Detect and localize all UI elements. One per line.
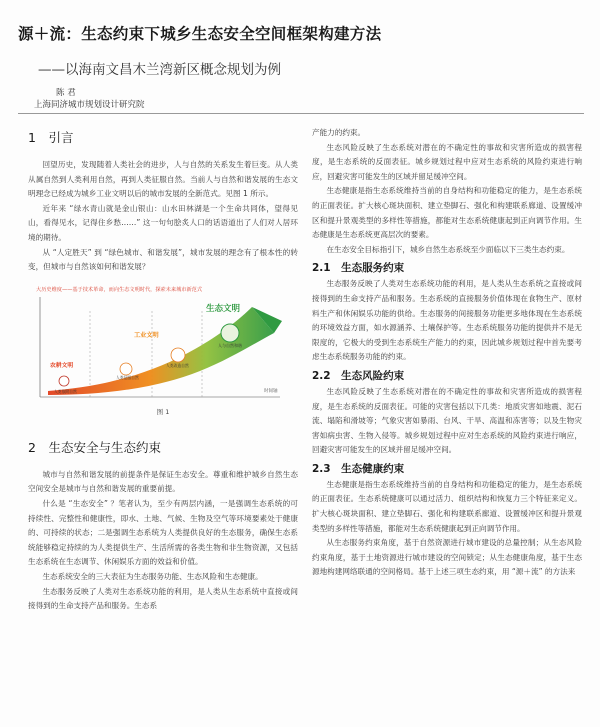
- axis-label: 时间轴: [264, 388, 278, 394]
- author-affiliation: 上海同济城市规划设计研究院: [34, 100, 145, 110]
- paragraph: 什么是 “生态安全” ？笔者认为，至少有两层内涵，一是强调生态系统的可持续性、完整性和健康性，即水、土地、气候、生物及空气等环境要素处于健康的、可持续的状态；二是强调生态系统为人类提供良好的生态服务，确保生态系统能够稳定持续的为人类提供生产、生活所需的各类生物和非生物资源，又包括生态系统在生态调节、休闲娱乐方面的效益和价值。: [28, 498, 298, 567]
- stage-circle: [59, 376, 69, 386]
- left-column: [28, 120, 298, 614]
- author-name: 陈 君: [56, 88, 76, 98]
- stage-label: 人类征服自然: [116, 374, 139, 380]
- paragraph: 生态健康是指生态系统维持当前的自身结构和功能稳定的能力，是生态系统的正面表征。扩大核心斑块面积、建立垫脚石、强化和构建联系廊道、设置缓冲区和提升景观类型的多样性等措施，都能对生态系统健康起到正向调节作用。生态健康是生态系统更高层次的要素。: [312, 186, 582, 240]
- paragraph: 从 “人定胜天” 到 “绿色城市、和谐发展”，城市发展的理念有了根本性的转变，但城市与自然该如何和谐发展？: [28, 247, 298, 272]
- era-label-ecological: 生态文明: [206, 303, 241, 314]
- paragraph: 生态服务反映了人类对生态系统功能的利用，是人类从生态系统中直接或间接得到的生命支持产品和服务。生态系: [28, 586, 298, 611]
- paper-title: 源＋流：生态约束下城乡生态安全空间框架构建方法: [18, 25, 382, 43]
- section-2-2-heading: 2.2 生态风险约束: [312, 369, 405, 382]
- section-1-heading: 1 引言: [28, 130, 74, 145]
- section-2-1-heading: 2.1 生态服务约束: [312, 262, 405, 275]
- paragraph: 生态风险反映了生态系统对潜在的不确定性的事故和灾害所造成的损害程度，是生态系统的反面表征。城乡规划过程中应对生态系统的风险约束进行响应，回避灾害可能发生的区域并留足缓冲空间。: [312, 142, 582, 181]
- era-label-industrial: 工业文明: [134, 331, 159, 339]
- figure-header-text: 大历史维度——基于技术革命，而向生态文明时代，探索未来城市新范式: [36, 286, 203, 293]
- paper-subtitle: ——以海南文昌木兰湾新区概念规划为例: [38, 62, 281, 78]
- paragraph: 生态服务反映了人类对生态系统功能的利用，是人类从生态系统之直接或间接得到的生命支持产品和服务。生态系统的直接服务价值体现在食物生产、原材料生产和休闲娱乐功能的供给。生态服务的间接服务功能更多地体现在生态系统的环境效益方面，如水源涵养、土壤保护等。生态系统服务功能的提供并不是无限度的，它极大的受到生态系统生产能力的约束，因此城乡规划过程中首先要考虑生态系统服务功能的约束。: [312, 279, 582, 362]
- stage-circle: [171, 348, 185, 362]
- paragraph: 回望历史，发现随着人类社会的进步，人与自然的关系发生着巨变。从人类从属自然到人类利用自然，再到人类征服自然。当前人与自然和谐发展的生态文明理念已经成为城乡工业文明以后的城市发展的全新范式。见图 1 所示。: [28, 160, 298, 199]
- paragraph: 产能力的约束。: [312, 128, 366, 137]
- paragraph: 从生态服务约束角度，基于自然资源进行城市建设的总量控制；从生态风险约束角度，基于土地资源进行城市建设的空间锁定；从生态健康角度，基于生态源地构建网络联通的空间格局。基于上述三项生态约束，用 “源＋流” 的方法来: [312, 538, 582, 577]
- paragraph: 近年来 “绿水青山就是金山银山：山水田林湖是一个生命共同体，望得见山，看得见水，记得住乡愁……” 这一句句脍炙人口的话语道出了人们对人居环境的期待。: [28, 203, 298, 242]
- stage-label: 人类改造自然: [166, 362, 189, 368]
- stage-circle: [221, 324, 239, 342]
- stage-label: 人类依附自然: [54, 388, 77, 394]
- section-2-3-heading: 2.3 生态健康约束: [312, 462, 405, 475]
- paragraph: 在生态安全目标指引下，城乡自然生态系统至少面临以下三类生态约束。: [326, 244, 570, 254]
- paragraph: 生态系统安全的三大表征为生态服务功能、生态风险和生态健康。: [42, 571, 263, 581]
- civilization-timeline-diagram: [30, 283, 292, 405]
- section-2-heading: 2 生态安全与生态约束: [28, 439, 161, 455]
- evolution-band: [48, 307, 274, 395]
- right-column: [312, 126, 582, 580]
- figure-1: [30, 283, 292, 405]
- paragraph: 城市与自然和谐发展的前提条件是保证生态安全。尊重和维护城乡自然生态空间安全是城市与自然和谐发展的重要前提。: [28, 469, 298, 494]
- paragraph: 生态风险反映了生态系统对潜在的不确定性的事故和灾害所造成的损害程度，是生态系统的反面表征。可能的灾害包括以下几类：地质灾害如地震、泥石流、塌陷和滑坡等；气象灾害如暴雨、台风、干旱、高温和冻害等；以及生物灾害如病虫害、生物入侵等。城乡规划过程中应对生态系统的风险约束进行响应，回避灾害可能发生的区域并留足缓冲空间。: [312, 386, 582, 455]
- paragraph: 生态健康是指生态系统维持当前的自身结构和功能稳定的能力，是生态系统的正面表征。生态系统健康可以通过活力、组织结构和恢复力三个特征来定义。扩大核心斑块面积、建立垫脚石、强化和构建联系廊道、设置缓冲区和提升景观类型的多样性等措施，都能对生态系统健康起到正向调节作用。: [312, 479, 582, 533]
- stage-circle: [120, 363, 132, 375]
- stage-label: 人与自然和谐: [218, 342, 242, 348]
- header-divider: [18, 113, 584, 114]
- era-label-agricultural: 农耕文明: [50, 362, 74, 369]
- figure-caption: 图 1: [156, 407, 170, 416]
